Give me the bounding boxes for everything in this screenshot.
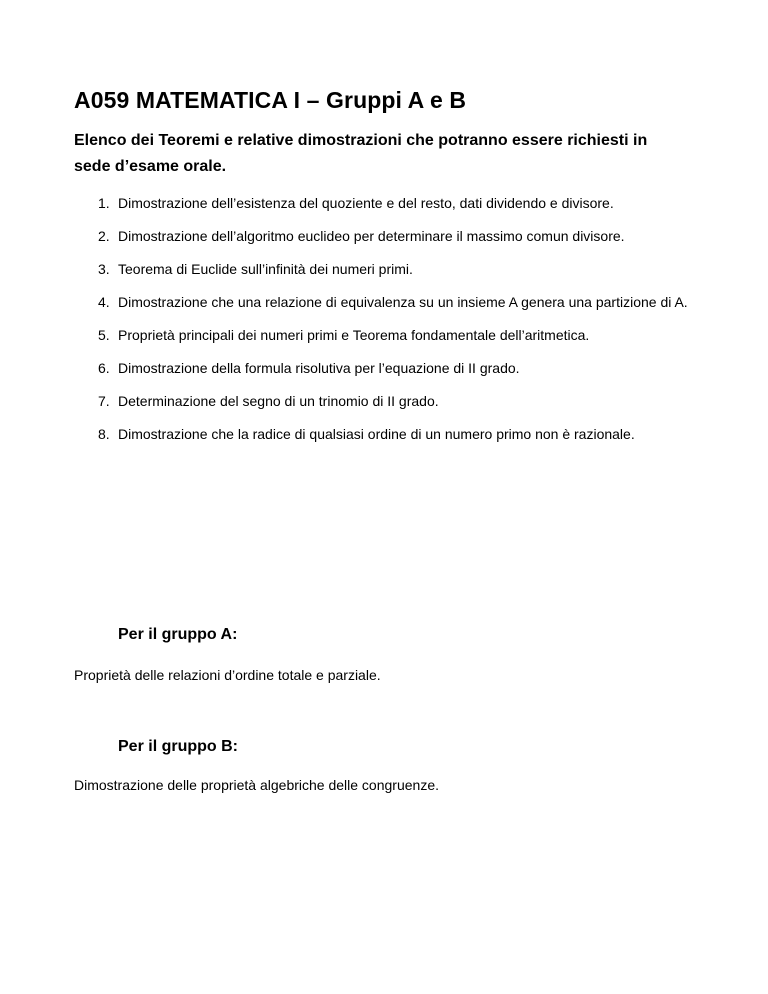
list-item-text: Determinazione del segno di un trinomio di II grado. [118, 393, 439, 409]
list-item [74, 423, 694, 445]
list-item [74, 390, 694, 412]
list-item-text: Teorema di Euclide sull’infinità dei numeri primi. [118, 261, 413, 277]
list-item-number: 8. [98, 426, 110, 442]
list-item-number: 7. [98, 393, 110, 409]
list-item-text: Dimostrazione dell’algoritmo euclideo per determinare il massimo comun divisore. [118, 228, 625, 244]
list-item-text: Dimostrazione dell’esistenza del quoziente e del resto, dati dividendo e divisore. [118, 195, 614, 211]
theorem-list [74, 192, 694, 456]
list-item [74, 291, 694, 313]
group-b-heading: Per il gruppo B: [118, 738, 238, 755]
group-b-text: Dimostrazione delle proprietà algebriche delle congruenze. [74, 777, 439, 793]
list-item-text: Proprietà principali dei numeri primi e Teorema fondamentale dell’aritmetica. [118, 327, 590, 343]
list-item-number: 2. [98, 228, 110, 244]
list-item-number: 6. [98, 360, 110, 376]
list-item [74, 258, 694, 280]
group-a-heading: Per il gruppo A: [118, 626, 238, 643]
list-item [74, 357, 694, 379]
list-item [74, 192, 694, 214]
list-item-number: 3. [98, 261, 110, 277]
list-item-number: 4. [98, 294, 110, 310]
list-item-text: Dimostrazione che la radice di qualsiasi ordine di un numero primo non è razionale. [118, 426, 635, 442]
document-subtitle: Elenco dei Teoremi e relative dimostrazioni che potranno essere richiesti in sede d’esame orale. [74, 132, 648, 175]
list-item [74, 324, 694, 346]
list-item-text: Dimostrazione che una relazione di equivalenza su un insieme A genera una partizione di A. [118, 294, 688, 310]
document-title: A059 MATEMATICA I – Gruppi A e B [74, 87, 467, 113]
list-item [74, 225, 694, 247]
list-item-text: Dimostrazione della formula risolutiva per l’equazione di II grado. [118, 360, 520, 376]
group-a-text: Proprietà delle relazioni d’ordine totale e parziale. [74, 667, 381, 683]
list-item-number: 5. [98, 327, 110, 343]
list-item-number: 1. [98, 195, 110, 211]
